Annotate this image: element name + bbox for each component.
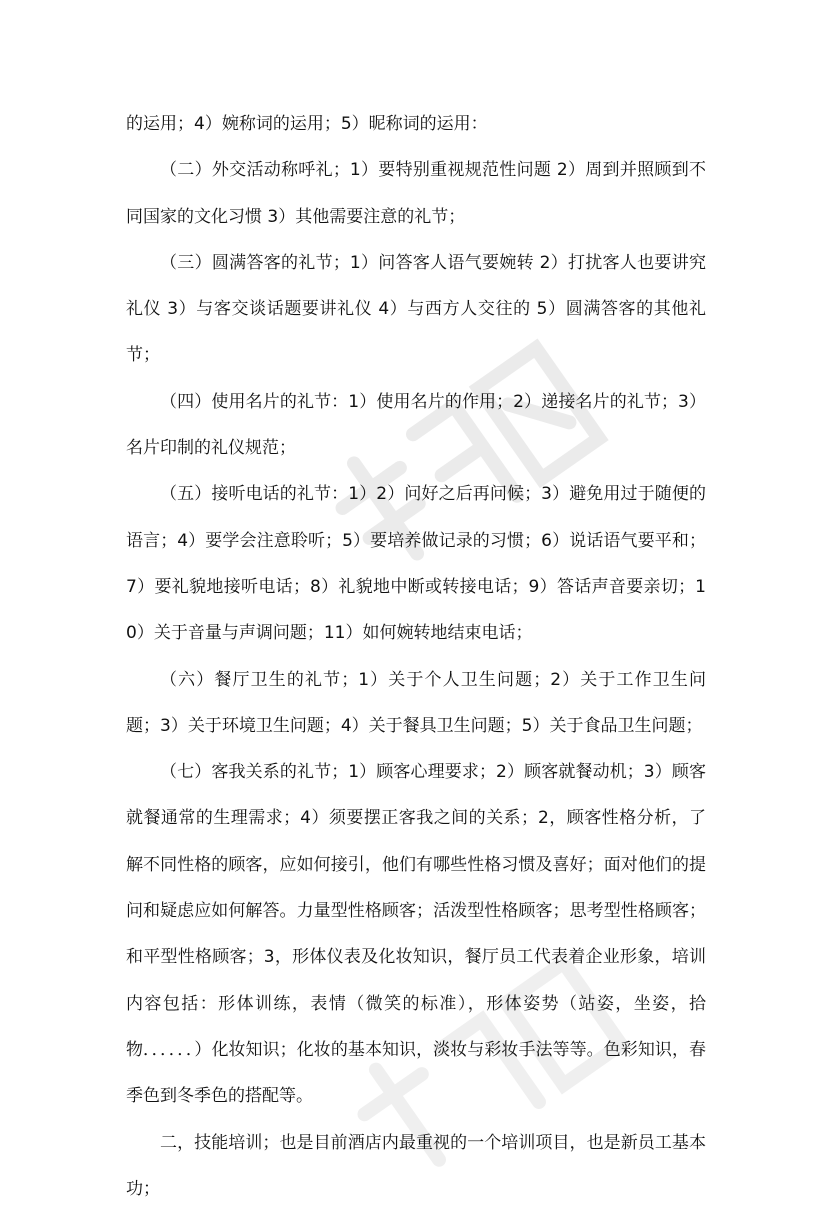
paragraph-business-cards: （四）使用名片的礼节：1）使用名片的作用；2）递接名片的礼节；3）名片印制的礼仪规范； xyxy=(126,391,706,459)
document-body xyxy=(126,101,706,1212)
paragraph-restaurant-hygiene: （六）餐厅卫生的礼节；1）关于个人卫生问题；2）关于工作卫生问题；3）关于环境卫生问题；4）关于餐具卫生问题；5）关于食品卫生问题； xyxy=(126,669,706,736)
paragraph-continuation: 的运用；4）婉称词的运用；5）昵称词的运用： xyxy=(126,114,488,134)
paragraph-telephone-etiquette: （五）接听电话的礼节：1）2）问好之后再问候；3）避免用过于随便的语言；4）要学会注意聆听；5）要培养做记录的习惯；6）说话语气要平和；7）要礼貌地接听电话；8）礼貌地中断或转接电话；9）答话声音要亲切；10）关于音量与声调问题；11）如何婉转地结束电话； xyxy=(126,484,706,644)
paragraph-skills-training: 二，技能培训；也是目前酒店内最重视的一个培训项目，也是新员工基本功； xyxy=(126,1132,706,1199)
paragraph-answering-guests: （三）圆满答客的礼节；1）问答客人语气要婉转 2）打扰客人也要讲究礼仪 3）与客交谈话题要讲礼仪 4）与西方人交往的 5）圆满答客的其他礼节； xyxy=(126,252,706,366)
paragraph-diplomatic-address: （二）外交活动称呼礼；1）要特别重视规范性问题 2）周到并照顾到不同国家的文化习惯 3）其他需要注意的礼节； xyxy=(126,160,706,227)
paragraph-guest-relations: （七）客我关系的礼节；1）顾客心理要求；2）顾客就餐动机；3）顾客就餐通常的生理需求；4）须要摆正客我之间的关系；2，顾客性格分析，了解不同性格的顾客，应如何接引，他们有哪些性格习惯及喜好；面对他们的提问和疑虑应如何解答。力量型性格顾客；活泼型性格顾客；思考型性格顾客；和平型性格顾客；3，形体仪表及化妆知识，餐厅员工代表着企业形象，培训内容包括：形体训练，表情（微笑的标准），形体姿势（站姿，坐姿，拾物．．．．．．）化妆知识；化妆的基本知识，淡妆与彩妆手法等等。色彩知识，春季色到冬季色的搭配等。 xyxy=(126,762,706,1107)
